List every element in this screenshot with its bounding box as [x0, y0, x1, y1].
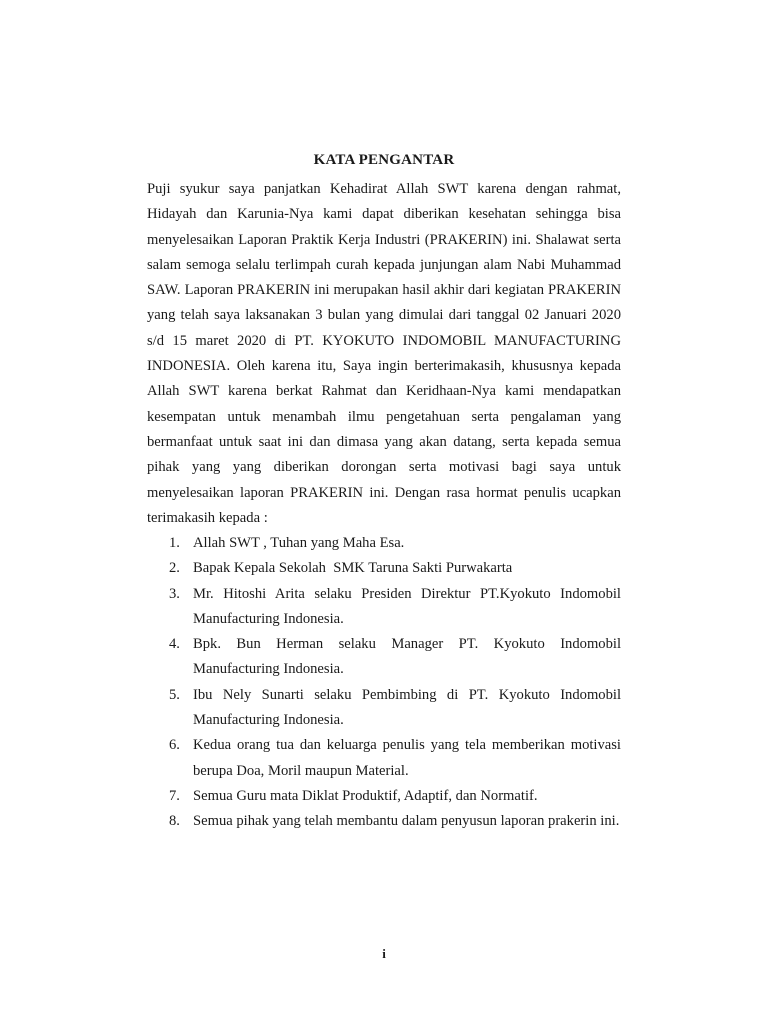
list-item: [147, 733, 621, 784]
list-item: [147, 556, 621, 581]
page-number: i: [382, 946, 386, 961]
list-item-text: Kedua orang tua dan keluarga penulis yang tela memberikan motivasi berupa Doa, Moril maupun Material.: [193, 737, 621, 779]
list-item: [147, 582, 621, 633]
list-item-number: 3.: [169, 585, 180, 602]
list-item-number: 4.: [169, 636, 180, 653]
list-item-number: 7.: [169, 787, 180, 804]
list-item-text: Mr. Hitoshi Arita selaku Presiden Direktur PT.Kyokuto Indomobil Manufacturing Indonesia.: [193, 585, 621, 627]
list-item-text: Allah SWT , Tuhan yang Maha Esa.: [193, 535, 405, 551]
list-item: [147, 809, 621, 834]
intro-paragraph: Puji syukur saya panjatkan Kehadirat Allah SWT karena dengan rahmat, Hidayah dan Karunia-Nya kami dapat diberikan kesehatan sehingga bisa menyelesaikan Laporan Praktik Kerja Industri (PRAKERIN) ini. Shalawat serta salam semoga selalu terlimpah curah kepada junjungan alam Nabi Muhammad SAW. Laporan PRAKERIN ini merupakan hasil akhir dari kegiatan PRAKERIN yang telah saya laksanakan 3 bulan yang dimulai dari tanggal 02 Januari 2020 s/d 15 maret 2020 di PT. KYOKUTO INDOMOBIL MANUFACTURING INDONESIA. Oleh karena itu, Saya ingin berterimakasih, khususnya kepada Allah SWT karena berkat Rahmat dan Keridhaan-Nya kami mendapatkan kesempatan untuk menambah ilmu pengetahuan serta pengalaman yang bermanfaat untuk saat ini dan dimasa yang akan datang, serta kepada semua pihak yang yang diberikan dorongan serta motivasi bagi saya untuk menyelesaikan laporan PRAKERIN ini. Dengan rasa hormat penulis ucapkan terimakasih kepada :: [147, 181, 621, 526]
list-item: [147, 683, 621, 734]
page-title: KATA PENGANTAR: [313, 152, 455, 168]
acknowledgement-list: [147, 531, 621, 835]
list-item-text: Bapak Kepala Sekolah SMK Taruna Sakti Purwakarta: [193, 560, 513, 577]
list-item-text: Ibu Nely Sunarti selaku Pembimbing di PT. Kyokuto Indomobil Manufacturing Indonesia.: [193, 686, 621, 729]
list-item-number: 2.: [169, 560, 180, 577]
list-item-text: Semua pihak yang telah membantu dalam penyusun laporan prakerin ini.: [193, 813, 620, 830]
list-item-number: 8.: [169, 813, 180, 830]
list-item: [147, 784, 621, 809]
list-item: [147, 531, 621, 556]
list-item-number: 6.: [169, 737, 180, 754]
list-item: [147, 632, 621, 683]
list-item-text: Bpk. Bun Herman selaku Manager PT. Kyokuto Indomobil Manufacturing Indonesia.: [193, 636, 621, 678]
list-item-number: 5.: [169, 686, 180, 703]
list-item-number: 1.: [169, 535, 180, 551]
list-item-text: Semua Guru mata Diklat Produktif, Adaptif, dan Normatif.: [193, 787, 538, 804]
